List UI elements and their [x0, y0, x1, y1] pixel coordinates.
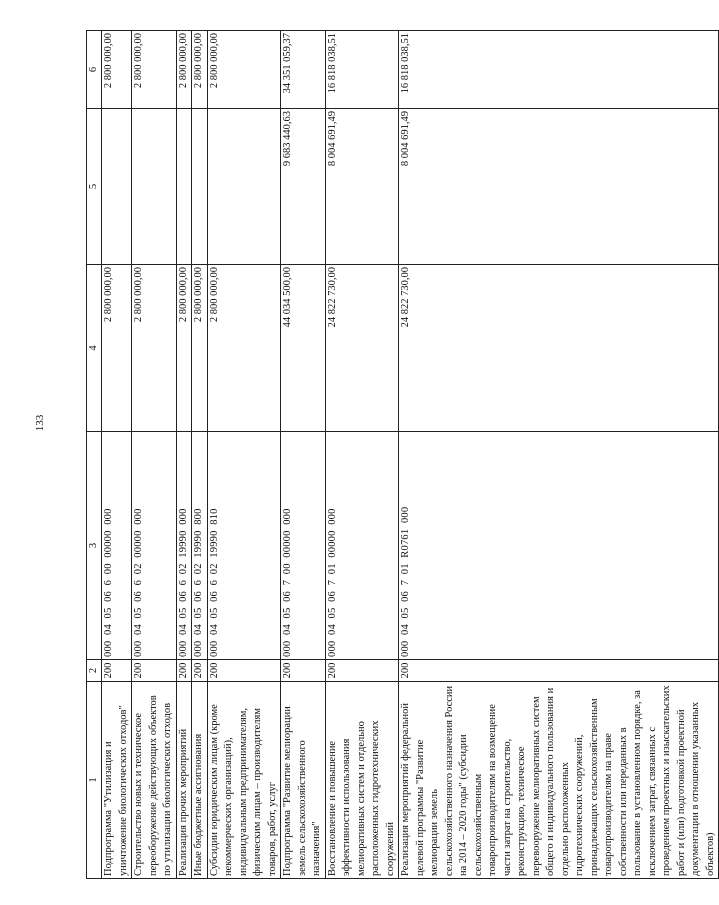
row-name: Восстановление и повышение эффективности использования мелиоративных систем и отдельно расположенных гидротехнических сооружений — [325, 682, 399, 879]
row-amount-4: 2 800 000,00 — [192, 265, 208, 432]
row-amount-4: 2 800 000,00 — [207, 265, 281, 432]
row-amount-6: 2 800 000,00 — [132, 31, 177, 109]
row-amount-6: 2 800 000,00 — [192, 31, 208, 109]
row-ved: 200 — [102, 660, 132, 682]
row-name: Реализация прочих мероприятий — [176, 682, 192, 879]
row-name: Подпрограмма "Утилизация и уничтожение биологических отходов" — [102, 682, 132, 879]
row-amount-5: 9 683 440,63 — [281, 109, 326, 265]
row-code: 000 04 05 06 6 00 00000 000 — [102, 432, 132, 660]
row-amount-4: 2 800 000,00 — [132, 265, 177, 432]
row-amount-5 — [192, 109, 208, 265]
row-code: 000 04 05 06 7 00 00000 000 — [281, 432, 326, 660]
row-amount-5: 8 004 691,49 — [325, 109, 399, 265]
row-amount-6: 34 351 059,37 — [281, 31, 326, 109]
row-name: Реализация мероприятий федеральной целевой программы "Развитие мелиорации земель сельскохозяйственного назначения России на 2014 – 2020 годы" (субсидии сельскохозяйственным товаропроизводителям на возмещение части затрат на строительство, реконструкцию, техническое перевооружение мелиоративных систем общего и индивидуального пользования и отдельно расположенных гидротехнических сооружений, принадлежащих сельскохозяйственным товаропроизводителям на праве собственности или переданных в пользование в установленном порядке, за исключением затрат, связанных с проведением проектных и изыскательских работ и (или) подготовкой проектной документации в отношении указанных объектов) — [399, 682, 719, 879]
row-amount-6: 16 818 038,51 — [399, 31, 719, 109]
row-amount-5 — [102, 109, 132, 265]
header-cell: 1 — [87, 682, 102, 879]
header-row — [87, 31, 102, 879]
page-number: 133 — [34, 414, 46, 432]
table-row — [102, 31, 132, 879]
row-ved: 200 — [207, 660, 281, 682]
row-ved: 200 — [399, 660, 719, 682]
row-ved: 200 — [192, 660, 208, 682]
row-name: Подпрограмма "Развитие мелиорации земель сельскохозяйственного назначения" — [281, 682, 326, 879]
table-row — [399, 31, 719, 879]
row-ved: 200 — [132, 660, 177, 682]
row-amount-6: 2 800 000,00 — [207, 31, 281, 109]
table-row — [192, 31, 208, 879]
header-cell: 5 — [87, 109, 102, 265]
row-ved: 200 — [176, 660, 192, 682]
header-cell: 6 — [87, 31, 102, 109]
row-amount-4: 24 822 730,00 — [325, 265, 399, 432]
row-amount-6: 2 800 000,00 — [176, 31, 192, 109]
row-amount-5 — [132, 109, 177, 265]
row-code: 000 04 05 06 6 02 19990 000 — [176, 432, 192, 660]
row-amount-4: 44 034 500,00 — [281, 265, 326, 432]
row-code: 000 04 05 06 7 01 00000 000 — [325, 432, 399, 660]
row-name: Субсидии юридическим лицам (кроме некоммерческих организаций), индивидуальным предпринимателям, физическим лицам – производителям товаров, работ, услуг — [207, 682, 281, 879]
table-row — [281, 31, 326, 879]
row-code: 000 04 05 06 6 02 00000 000 — [132, 432, 177, 660]
row-amount-5: 8 004 691,49 — [399, 109, 719, 265]
row-code: 000 04 05 06 6 02 19990 800 — [192, 432, 208, 660]
table-row — [176, 31, 192, 879]
table-row — [132, 31, 177, 879]
row-code: 000 04 05 06 7 01 R0761 000 — [399, 432, 719, 660]
table-row — [207, 31, 281, 879]
row-ved: 200 — [325, 660, 399, 682]
row-name: Иные бюджетные ассигнования — [192, 682, 208, 879]
row-amount-5 — [176, 109, 192, 265]
row-name: Строительство новых и техническое переоборужение действующих объектов по утилизации биологических отходов — [132, 682, 177, 879]
row-ved: 200 — [281, 660, 326, 682]
row-code: 000 04 05 06 6 02 19990 810 — [207, 432, 281, 660]
row-amount-5 — [207, 109, 281, 265]
header-cell: 3 — [87, 432, 102, 660]
row-amount-4: 2 800 000,00 — [176, 265, 192, 432]
row-amount-6: 16 818 038,51 — [325, 31, 399, 109]
budget-table — [86, 30, 719, 879]
row-amount-4: 2 800 000,00 — [102, 265, 132, 432]
rotated-page — [86, 31, 716, 879]
table-row — [325, 31, 399, 879]
row-amount-4: 24 822 730,00 — [399, 265, 719, 432]
header-cell: 2 — [87, 660, 102, 682]
header-cell: 4 — [87, 265, 102, 432]
row-amount-6: 2 800 000,00 — [102, 31, 132, 109]
